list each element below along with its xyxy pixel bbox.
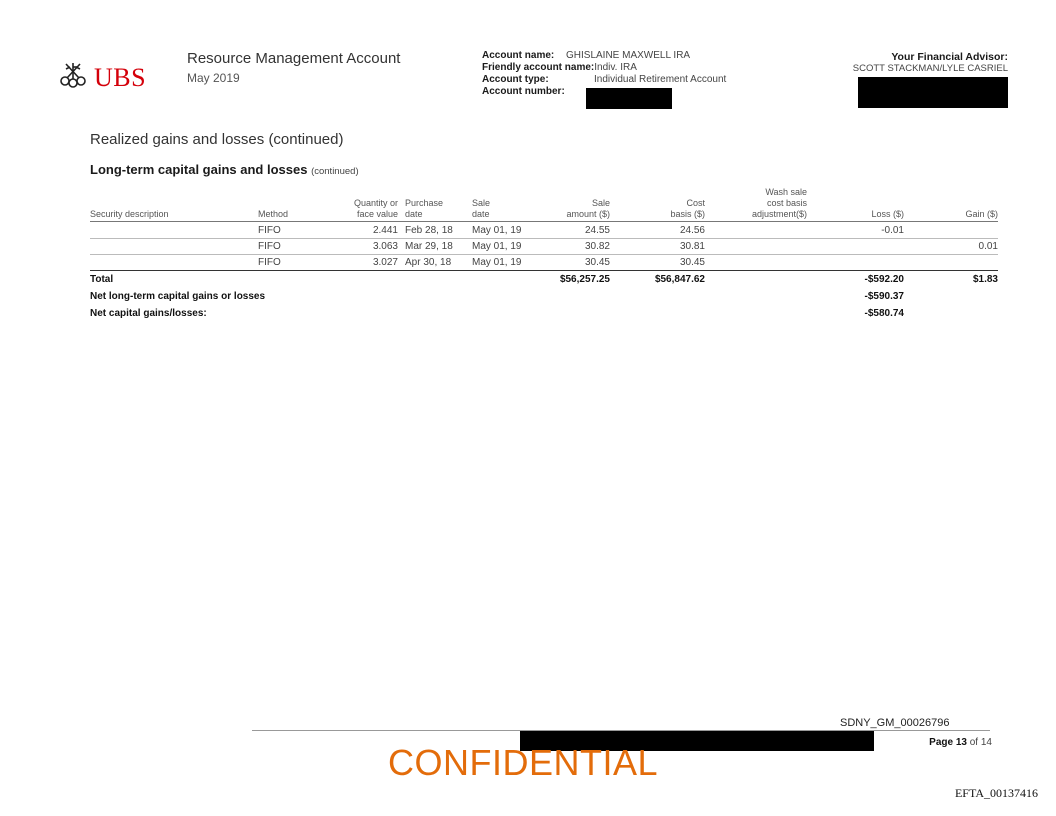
col-header-loss: Loss ($) — [871, 209, 904, 219]
row2-cost: 30.81 — [679, 241, 705, 252]
row2-gain: 0.01 — [978, 241, 998, 252]
net-capital-label: Net capital gains/losses: — [90, 308, 207, 319]
account-type-value: Individual Retirement Account — [594, 74, 727, 85]
row3-sale: May 01, 19 — [472, 257, 522, 268]
page-total: of 14 — [969, 737, 992, 748]
account-number-label: Account number: — [482, 86, 565, 97]
friendly-name-label: Friendly account name: — [482, 62, 595, 73]
account-name-label: Account name: — [482, 50, 555, 61]
row1-qty: 2.441 — [372, 225, 398, 236]
advisor-redaction — [858, 77, 1008, 108]
net-capital-loss: -$580.74 — [864, 308, 904, 319]
total-amount: $56,257.25 — [559, 274, 610, 285]
subsection-continued: (continued) — [311, 166, 359, 177]
statement-date: May 2019 — [187, 71, 240, 85]
document-id: SDNY_GM_00026796 — [840, 717, 950, 729]
total-label: Total — [90, 274, 114, 285]
row3-cost: 30.45 — [679, 257, 705, 268]
total-loss: -$592.20 — [864, 274, 904, 285]
col-header-method: Method — [258, 209, 289, 219]
account-type-label: Account type: — [482, 74, 549, 85]
advisor-label: Your Financial Advisor: — [891, 51, 1008, 63]
col-header-gain: Gain ($) — [965, 209, 998, 219]
row3-qty: 3.027 — [372, 257, 398, 268]
ubs-keys-icon — [58, 62, 88, 93]
page-label: Page — [929, 737, 954, 748]
row-divider — [90, 238, 998, 239]
row1-method: FIFO — [258, 225, 281, 236]
col-header-security: Security description — [90, 209, 169, 219]
row1-purchase: Feb 28, 18 — [405, 225, 453, 236]
efta-id: EFTA_00137416 — [954, 786, 1038, 800]
row2-sale: May 01, 19 — [472, 241, 522, 252]
col-header-purchase-2: date — [405, 209, 423, 219]
row2-amount: 30.82 — [584, 241, 610, 252]
page-number: 13 — [955, 737, 967, 748]
col-header-wash-3: adjustment($) — [751, 209, 807, 219]
advisor-name: SCOTT STACKMAN/LYLE CASRIEL — [852, 63, 1008, 74]
net-long-term-loss: -$590.37 — [864, 291, 904, 302]
row1-amount: 24.55 — [584, 225, 610, 236]
document-title: Resource Management Account — [187, 50, 401, 67]
row1-cost: 24.56 — [679, 225, 705, 236]
col-header-amount-2: amount ($) — [566, 209, 610, 219]
row3-method: FIFO — [258, 257, 281, 268]
subsection-title — [90, 162, 359, 177]
row-divider — [90, 254, 998, 255]
row3-purchase: Apr 30, 18 — [405, 257, 452, 268]
total-rule — [90, 270, 998, 271]
row2-method: FIFO — [258, 241, 281, 252]
total-gain: $1.83 — [972, 274, 998, 285]
account-number-redaction — [586, 88, 672, 109]
confidential-stamp: CONFIDENTIAL — [388, 742, 659, 783]
col-header-wash-1: Wash sale — [765, 187, 807, 197]
col-header-qty-2: face value — [356, 209, 398, 219]
account-name-value: GHISLAINE MAXWELL IRA — [566, 50, 691, 61]
header-rule — [90, 221, 998, 222]
row1-loss: -0.01 — [881, 225, 904, 236]
friendly-name-value: Indiv. IRA — [594, 62, 637, 73]
row1-sale: May 01, 19 — [472, 225, 522, 236]
row3-amount: 30.45 — [584, 257, 610, 268]
row2-qty: 3.063 — [372, 241, 398, 252]
page-indicator — [929, 737, 992, 748]
total-cost: $56,847.62 — [654, 274, 705, 285]
subsection-title-text: Long-term capital gains and losses — [90, 162, 308, 177]
col-header-qty-1: Quantity or — [353, 198, 398, 208]
col-header-purchase-1: Purchase — [405, 198, 444, 208]
section-title: Realized gains and losses (continued) — [90, 131, 344, 148]
ubs-logo — [58, 62, 146, 93]
ubs-brand-text: UBS — [94, 62, 147, 92]
col-header-amount-1: Sale — [591, 198, 610, 208]
col-header-sale-2: date — [472, 209, 490, 219]
col-header-cost-1: Cost — [686, 198, 705, 208]
row2-purchase: Mar 29, 18 — [405, 241, 453, 252]
net-long-term-label: Net long-term capital gains or losses — [90, 291, 266, 302]
col-header-cost-2: basis ($) — [670, 209, 705, 219]
col-header-sale-1: Sale — [472, 198, 491, 208]
col-header-wash-2: cost basis — [766, 198, 807, 208]
